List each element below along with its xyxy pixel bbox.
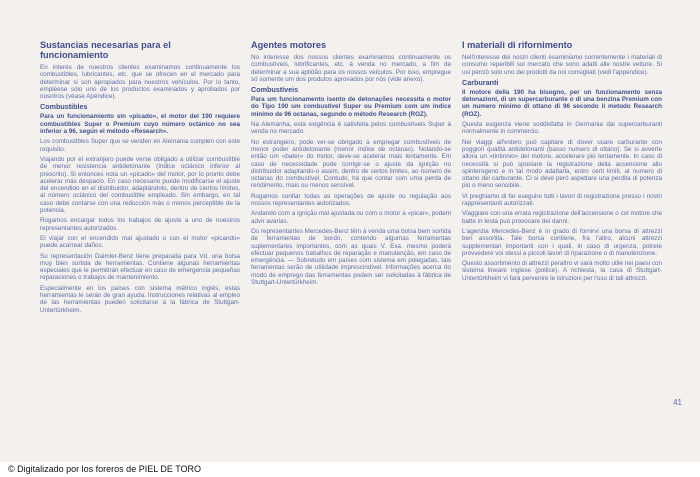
paragraph: Viajando por el extranjero puede verse obligado a utilizar combustible de menor resistencia antidetonante (índice octánico inferior al prescrito). Si entonces nota un «picado» del motor, por lo pronto debe acelerar más despacio. En caso necesario puede modificarse el ajuste del encendido en el distribuidor, adaptándolo, dentro de ciertos límites, al número octánico del combustible empleado. Sin embargo, en tal caso debe contarse con una reducción más o menos perceptible de la potencia. [40,155,240,215]
paragraph: Nei viaggi all'estero può capitare di dover usare carburante con poggiori qualità antidetonanti (basso numero di ottano). Se si avverte allora un «tintinnio» del motore, accelerare più lentamente. In caso di necessità si può spostare la registrazione della accensione allo spinterogeno e in tal modo adattarla, entro certi limiti, al numero di ottano del carburante. Ci si deve però aspettare una perdita di potenza più o meno sensibile. [462,138,662,190]
paragraph: Rogamos confiar todas as operações de ajuste ou regulação aos nossos representantes autorizados. [251,192,451,208]
paragraph: No interesse dos nossos clientes examinamos continuamente os combustíveis, lubrificantes, etc. à venda no mercado, a fim de determinar a sua aptidão para os nossos veículos. Por isso, empregue só somente um dos produtos aprovados por nós (vide anexo). [251,54,451,83]
column-body [40,64,240,314]
paragraph: Rogamos encargar todos los trabajos de ajuste a uno de nuestros representantes autorizados. [40,217,240,232]
paragraph: Na Alemanha, esta exigência é satisfeita pelos combustíveis Super à venda no mercado. [251,121,451,136]
bold-paragraph: Il motore della 190 ha bisogno, per un funzionamento senza detonazioni, di un supercarburante o di una benzina Premium con un numero minimo di ottano di 96 secondo il metodo Research (ROZ). [462,88,662,118]
column-italian [462,40,662,285]
paragraph: Questo assortimento di attrezzi peraltro vi sarà molto utile nei paesi con sistema lineare inglese (pollice). A richiesta, la casa di Stuttgart-Untertürkheim vi farà pervenire le istruzioni per l'uso di tali attrezzi. [462,260,662,282]
column-body [462,54,662,282]
paragraph: Nell'interesse dei nostri clienti esaminiamo correntemente i materiali di consumo reperibili sul mercato che sono adatti alle nostre vetture. Si usi perciò solo uno dei prodotti da noi consigliati (vedi l'appendice). [462,54,662,76]
bold-paragraph: Para um funcionamento isento de detonações necessita o motor do Tipo 190 um combustível Super ou Premium com um índice mínimo de 96 octanas, segundo o método Research (ROZ). [251,96,451,118]
paragraph: Viaggiare con una errata registrazione dell'accensione o col motore che batte in testa può provocare dei danni. [462,210,662,225]
section-heading: Combustibles [40,102,88,112]
paragraph: Questa esigenza viene soddisfatta in Germania dai supercarburanti normalmente in commercio. [462,121,662,136]
bold-paragraph: Para un funcionamiento sin «picado», el motor del 190 requiere combustibles Super o Premium cuyo número octánico no sea inferior a 96, según el método «Research». [40,113,240,136]
column-title: I materiali di rifornimento [462,40,573,50]
section-heading: Combustíveis [251,85,299,95]
paragraph: No estrangeiro, pode ver-se obrigado a empregar combustíveis de menor poder antidetonante (menor índice de octanas). Notando-se então um «bater» do motor, deve-se acelerar mais lentamente. Em caso de necessidade pode corrigir-se o ajuste da ignição no distribuidor adaptando-o assim, dentro de certos limites, ao número de octanas do combustível. Contudo, há que contar com uma perda de rendimento, mais ou menos sensível. [251,138,451,190]
paragraph: En interés de nuestros clientes examinamos continuamente los combustibles, lubricantes, etc. que se ofrecen en el mercado para determinar si son apropiados para nuestros vehículos. Por lo tanto, empléese sólo uno de los productos examinados y aprobados por nosotros (véase Apéndice). [40,64,240,101]
paragraph: L'agenzia Mercedes-Benz è in grado di fornirvi una borsa di attrezzi ben assortita. Tale borsa contiene, fra l'altro, alcuni attrezzi supplementari importanti con i quali, in caso di urgenza, potrete provvedere voi stessi a piccoli lavori di riparazione o di manutenzione. [462,227,662,257]
paragraph: Especialmente en los países con sistema métrico inglés, estas herramientas le serán de gran ayuda. Instrucciones relativas al empleo de las herramientas pueden solicitarse a la fábrica de Stuttgart-Untertürkheim. [40,284,240,314]
paragraph: Su representación Daimler-Benz tiene preparada para Vd. una bolsa muy bien surtida de herramientas. Contiene algunas herramientas especiales que le permitirán efectuar en caso de emergencia pequeñas reparaciones o trabajos de mantenimiento. [40,252,240,282]
paragraph: Vi preghiamo di far eseguire tutti i lavori di registrazione presso i nostri rappresentanti autorizzati. [462,192,662,208]
column-portuguese [251,40,451,289]
paragraph: Andando com a ignição mal ajustada ou com o motor a «picar», podem advir avarias. [251,210,451,225]
column-spanish [40,40,240,317]
paragraph: Os representantes Mercedes-Benz têm à venda uma bolsa bem sortida de ferramentas de bordo, contendo algumas ferramentas suplementares importantes, com as quais V. Exa. mesmo poderá efectuar pequenos trabalhos de reparação e manutenção, em caso de emergência. — Sobretudo em países com sistema em polegadas, tais ferramentas serão de utilidade imprescindível. Informações acerca do modo de emprego das ferramentas podem ser solicitadas à fábrica de Stuttgart-Untertürkheim. [251,227,451,287]
digitization-credit: © Digitalizado por los foreros de PIEL DE TORO [8,464,202,474]
column-title: Sustancias necesarias para el funcionamiento [40,40,171,60]
paragraph: El viajar con el encendido mal ajustado o con el motor «picando» puede acarrear daños. [40,234,240,250]
page-number: 41 [673,398,682,407]
paragraph: Los combustibles Super que se venden en Alemania cumplen con este requisito. [40,138,240,153]
column-title: Agentes motores [251,40,327,50]
section-heading: Carburanti [462,77,499,87]
column-body [251,54,451,286]
